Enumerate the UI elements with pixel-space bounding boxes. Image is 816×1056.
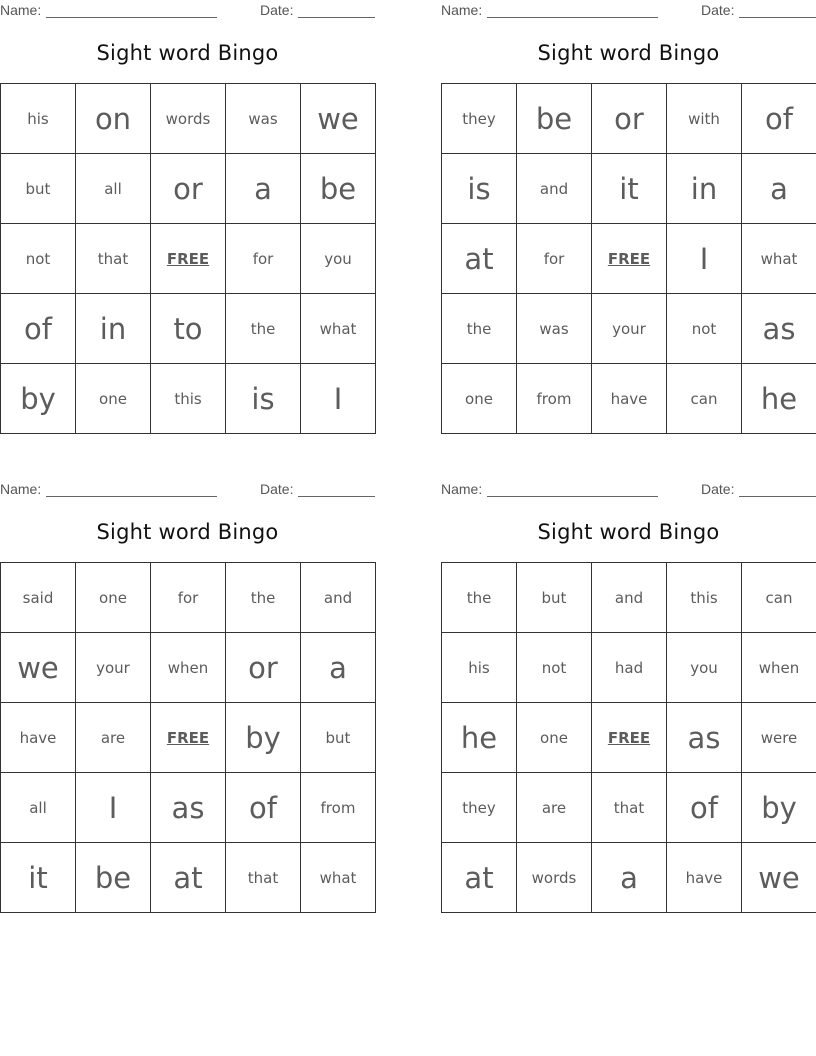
bingo-cell: a xyxy=(742,154,816,224)
bingo-cell: by xyxy=(1,364,76,434)
bingo-cell: or xyxy=(226,633,301,703)
bingo-cell: this xyxy=(667,563,742,633)
bingo-cell: what xyxy=(301,843,376,913)
bingo-cell: you xyxy=(301,224,376,294)
bingo-cell: he xyxy=(442,703,517,773)
date-label: Date: xyxy=(260,481,294,497)
bingo-grid xyxy=(441,83,816,434)
bingo-row xyxy=(1,154,376,224)
bingo-cell: of xyxy=(1,294,76,364)
bingo-cell: I xyxy=(76,773,151,843)
bingo-row xyxy=(442,154,816,224)
bingo-row xyxy=(442,294,816,364)
card-title: Sight word Bingo xyxy=(537,41,720,65)
bingo-cell: it xyxy=(1,843,76,913)
bingo-cell: not xyxy=(517,633,592,703)
bingo-cell: for xyxy=(517,224,592,294)
name-label: Name: xyxy=(0,2,42,18)
bingo-cell: this xyxy=(151,364,226,434)
bingo-cell: is xyxy=(226,364,301,434)
bingo-cell: by xyxy=(742,773,816,843)
bingo-row xyxy=(1,224,376,294)
bingo-cell: were xyxy=(742,703,816,773)
bingo-cell: but xyxy=(517,563,592,633)
bingo-cell: all xyxy=(76,154,151,224)
bingo-cell: at xyxy=(151,843,226,913)
bingo-cell: but xyxy=(301,703,376,773)
bingo-cell: have xyxy=(592,364,667,434)
bingo-cell: I xyxy=(301,364,376,434)
bingo-cell: have xyxy=(667,843,742,913)
bingo-cell: can xyxy=(742,563,816,633)
bingo-row xyxy=(442,633,816,703)
bingo-cell: the xyxy=(226,563,301,633)
bingo-cell: be xyxy=(76,843,151,913)
bingo-cell: one xyxy=(76,364,151,434)
bingo-row xyxy=(1,364,376,434)
bingo-cell: from xyxy=(301,773,376,843)
bingo-cell: one xyxy=(442,364,517,434)
date-label: Date: xyxy=(260,2,294,18)
bingo-cell: what xyxy=(742,224,816,294)
bingo-cell: was xyxy=(517,294,592,364)
bingo-cell: of xyxy=(226,773,301,843)
bingo-row xyxy=(1,294,376,364)
bingo-row xyxy=(1,84,376,154)
card-title: Sight word Bingo xyxy=(537,520,720,544)
bingo-cell: be xyxy=(301,154,376,224)
bingo-row xyxy=(442,563,816,633)
date-label: Date: xyxy=(701,481,735,497)
bingo-cell: and xyxy=(592,563,667,633)
name-field-line xyxy=(46,17,217,18)
bingo-cell: is xyxy=(442,154,517,224)
bingo-cell: in xyxy=(76,294,151,364)
bingo-cell: I xyxy=(667,224,742,294)
bingo-cell: with xyxy=(667,84,742,154)
bingo-cell: his xyxy=(1,84,76,154)
bingo-row xyxy=(1,633,376,703)
free-space-cell: FREE xyxy=(592,224,667,294)
bingo-cell: the xyxy=(442,294,517,364)
bingo-row xyxy=(442,703,816,773)
bingo-grid xyxy=(441,562,816,913)
bingo-cell: it xyxy=(592,154,667,224)
name-label: Name: xyxy=(0,481,42,497)
bingo-cell: have xyxy=(1,703,76,773)
bingo-cell: your xyxy=(592,294,667,364)
bingo-cell: your xyxy=(76,633,151,703)
bingo-row xyxy=(442,224,816,294)
bingo-cell: but xyxy=(1,154,76,224)
bingo-cell: one xyxy=(517,703,592,773)
bingo-cell: for xyxy=(226,224,301,294)
bingo-cell: of xyxy=(742,84,816,154)
bingo-cell: a xyxy=(301,633,376,703)
date-field-line xyxy=(739,17,816,18)
bingo-cell: as xyxy=(667,703,742,773)
bingo-cell: we xyxy=(742,843,816,913)
bingo-cell: be xyxy=(517,84,592,154)
name-label: Name: xyxy=(441,481,483,497)
bingo-cell: all xyxy=(1,773,76,843)
date-field-line xyxy=(298,496,375,497)
bingo-cell: are xyxy=(517,773,592,843)
bingo-cell: the xyxy=(442,563,517,633)
bingo-cell: they xyxy=(442,84,517,154)
bingo-cell: for xyxy=(151,563,226,633)
bingo-cell: or xyxy=(151,154,226,224)
bingo-cell: by xyxy=(226,703,301,773)
bingo-cell: or xyxy=(592,84,667,154)
date-label: Date: xyxy=(701,2,735,18)
bingo-cell: he xyxy=(742,364,816,434)
bingo-cell: as xyxy=(742,294,816,364)
bingo-cell: of xyxy=(667,773,742,843)
bingo-cell: not xyxy=(1,224,76,294)
name-date-row xyxy=(441,481,816,499)
bingo-cell: his xyxy=(442,633,517,703)
date-field-line xyxy=(739,496,816,497)
free-space-cell: FREE xyxy=(151,224,226,294)
bingo-cell: a xyxy=(592,843,667,913)
date-field-line xyxy=(298,17,375,18)
bingo-cell: can xyxy=(667,364,742,434)
bingo-row xyxy=(1,773,376,843)
bingo-row xyxy=(442,773,816,843)
bingo-cell: had xyxy=(592,633,667,703)
bingo-cell: one xyxy=(76,563,151,633)
bingo-row xyxy=(1,843,376,913)
bingo-grid xyxy=(0,562,376,913)
bingo-cell: that xyxy=(76,224,151,294)
bingo-cell: the xyxy=(226,294,301,364)
bingo-cell: on xyxy=(76,84,151,154)
bingo-cell: are xyxy=(76,703,151,773)
bingo-cell: when xyxy=(742,633,816,703)
card-title: Sight word Bingo xyxy=(96,520,279,544)
name-field-line xyxy=(487,17,658,18)
bingo-row xyxy=(442,84,816,154)
bingo-cell: and xyxy=(301,563,376,633)
bingo-cell: words xyxy=(517,843,592,913)
bingo-cell: what xyxy=(301,294,376,364)
name-date-row xyxy=(0,2,375,20)
bingo-cell: that xyxy=(226,843,301,913)
name-label: Name: xyxy=(441,2,483,18)
bingo-row xyxy=(442,843,816,913)
name-field-line xyxy=(46,496,217,497)
bingo-cell: not xyxy=(667,294,742,364)
bingo-row xyxy=(442,364,816,434)
name-field-line xyxy=(487,496,658,497)
bingo-cell: to xyxy=(151,294,226,364)
bingo-cell: when xyxy=(151,633,226,703)
bingo-cell: said xyxy=(1,563,76,633)
bingo-cell: words xyxy=(151,84,226,154)
bingo-cell: they xyxy=(442,773,517,843)
bingo-cell: at xyxy=(442,843,517,913)
bingo-cell: that xyxy=(592,773,667,843)
free-space-cell: FREE xyxy=(592,703,667,773)
bingo-cell: from xyxy=(517,364,592,434)
bingo-cell: was xyxy=(226,84,301,154)
card-title: Sight word Bingo xyxy=(96,41,279,65)
bingo-grid xyxy=(0,83,376,434)
bingo-cell: we xyxy=(301,84,376,154)
bingo-cell: and xyxy=(517,154,592,224)
bingo-cell: in xyxy=(667,154,742,224)
bingo-cell: as xyxy=(151,773,226,843)
bingo-cell: we xyxy=(1,633,76,703)
bingo-cell: a xyxy=(226,154,301,224)
name-date-row xyxy=(441,2,816,20)
bingo-cell: you xyxy=(667,633,742,703)
bingo-cell: at xyxy=(442,224,517,294)
bingo-row xyxy=(1,703,376,773)
free-space-cell: FREE xyxy=(151,703,226,773)
bingo-row xyxy=(1,563,376,633)
name-date-row xyxy=(0,481,375,499)
